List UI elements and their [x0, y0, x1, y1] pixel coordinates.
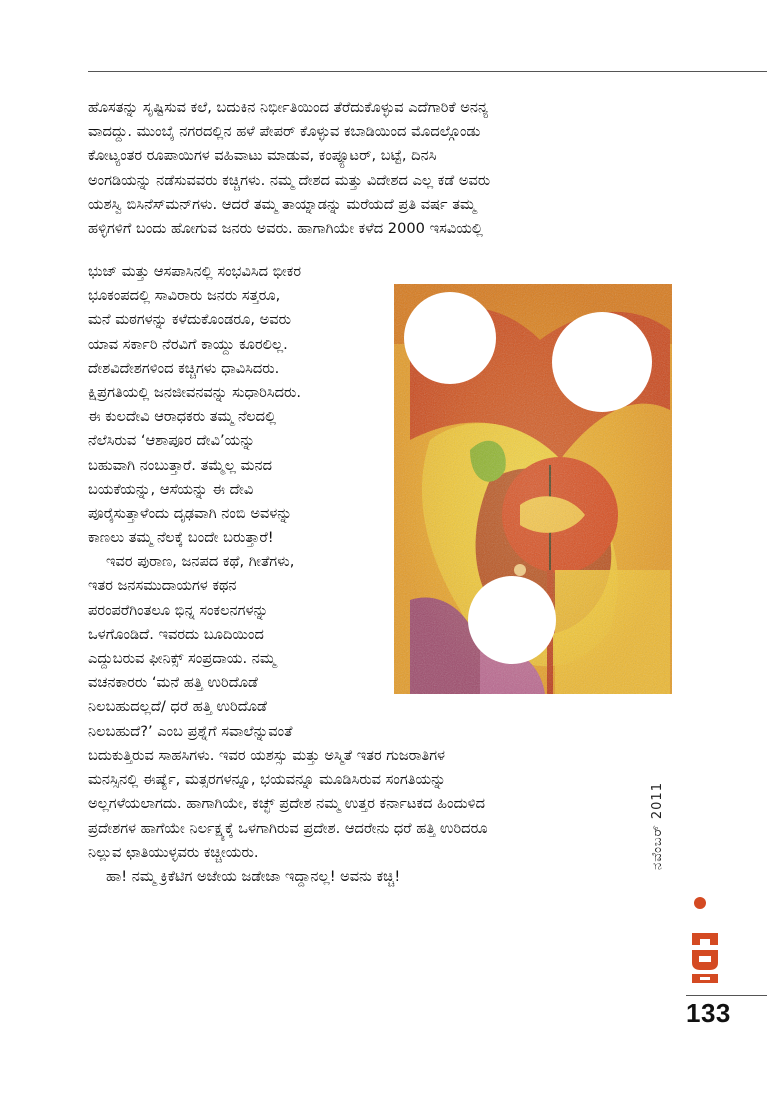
- text-line: ಅಲ್ಲಗಳೆಯಲಾಗದು. ಹಾಗಾಗಿಯೇ, ಕಚ್ಛ್ ಪ್ರದೇಶ ನಮ್ಮ ಉತ್ತರ ಕರ್ನಾಟಕದ ಹಿಂದುಳಿದ: [88, 795, 486, 813]
- text-line: ಪ್ರದೇಶಗಳ ಹಾಗೆಯೇ ನಿರ್ಲಕ್ಷ್ಯಕ್ಕೆ ಒಳಗಾಗಿರುವ ಪ್ರದೇಶ. ಆದರೇನು ಧರೆ ಹತ್ತಿ ಉರಿದರೂ: [88, 819, 488, 837]
- text-line: ನಿಲಬಹುದೆ?’ ಎಂಬ ಪ್ರಶ್ನೆಗೆ ಸವಾಲೆನ್ನುವಂತೆ: [88, 722, 293, 740]
- text-line: ಕೋಟ್ಯಂತರ ರೂಪಾಯಿಗಳ ವಹಿವಾಟು ಮಾಡುವ, ಕಂಪ್ಯೂಟರ್, ಬಟ್ಟೆ, ದಿನಸಿ: [88, 147, 437, 165]
- text-line: ಬದುಕುತ್ತಿರುವ ಸಾಹಸಿಗಳು. ಇವರ ಯಶಸ್ಸು ಮತ್ತು ಅಸ್ಮಿತೆ ಇತರ ಗುಜರಾತಿಗಳ: [88, 747, 446, 764]
- text-line: ಯಶಸ್ವಿ ಬಿಸಿನೆಸ್‌ಮನ್‌ಗಳು. ಆದರೆ ತಮ್ಮ ತಾಯ್ನಾಡನ್ನು ಮರೆಯದೆ ಪ್ರತಿ ವರ್ಷ ತಮ್ಮ: [88, 195, 476, 213]
- text-line: ಬಯಕೆಯನ್ನು, ಆಸೆಯನ್ನು ಈ ದೇವಿ: [88, 480, 254, 498]
- text-line: ಪೂರೈಸುತ್ತಾಳೆಂದು ದೃಢವಾಗಿ ನಂಬಿ ಅವಳನ್ನು: [88, 504, 292, 522]
- mayura-logo-icon: [688, 930, 722, 986]
- text-line: ನಿಲಬಹುದಲ್ಲದೆ/ ಧರೆ ಹತ್ತಿ ಉರಿದೊಡೆ: [88, 698, 267, 716]
- text-line: ಮನಸ್ಸಿನಲ್ಲಿ ಈರ್ಷ್ಯೆ, ಮತ್ಸರಗಳನ್ನೂ, ಭಯವನ್ನೂ ಮೂಡಿಸಿರುವ ಸಂಗತಿಯನ್ನು: [88, 771, 446, 789]
- paragraph-top: [88, 96, 633, 241]
- text-line: ಕಾಣಲು ತಮ್ಮ ನೆಲಕ್ಕೆ ಬಂದೇ ಬರುತ್ತಾರೆ!: [88, 529, 274, 547]
- abstract-painting-illustration: [370, 270, 680, 720]
- text-line: ವಚನಕಾರರು ‘ಮನೆ ಹತ್ತಿ ಉರಿದೊಡೆ: [88, 674, 258, 692]
- text-line: ನಿಲ್ಲುವ ಛಾತಿಯುಳ್ಳವರು ಕಚ್ಚೀಯರು.: [88, 843, 259, 861]
- text-line: ಯಾವ ಸರ್ಕಾರಿ ನೆರವಿಗೆ ಕಾಯ್ದು ಕೂರಲಿಲ್ಲ.: [88, 335, 288, 353]
- top-rule: [88, 71, 767, 72]
- text-line: ದೇಶವಿದೇಶಗಳಿಂದ ಕಚ್ಚಿಗಳು ಧಾವಿಸಿದರು.: [88, 359, 280, 377]
- accent-dot: [694, 897, 706, 909]
- text-line: ಹಾ! ನಮ್ಮ ಕ್ರಿಕೆಟಿಗ ಅಜೇಯ ಜಡೇಜಾ ಇದ್ದಾನಲ್ಲ! ಅವನು ಕಚ್ಚಿ!: [106, 867, 401, 885]
- text-line: ಇತರ ಜನಸಮುದಾಯಗಳ ಕಥನ: [88, 577, 237, 595]
- text-line: ಇವರ ಪುರಾಣ, ಜನಪದ ಕಥೆ, ಗೀತೆಗಳು,: [106, 553, 295, 571]
- text-line: ಬಹುವಾಗಿ ನಂಬುತ್ತಾರೆ. ತಮ್ಮೆಲ್ಲ ಮನದ: [88, 456, 273, 474]
- text-line: ಕ್ಷಿಪ್ರಗತಿಯಲ್ಲಿ ಜನಜೀವನವನ್ನು ಸುಧಾರಿಸಿದರು.: [88, 383, 302, 401]
- text-line: ವಾದದ್ದು. ಮುಂಬೈ ನಗರದಲ್ಲಿನ ಹಳೆ ಪೇಪರ್ ಕೊಳ್ಳುವ ಕಬಾಡಿಯಿಂದ ಮೊದಲ್ಗೊಂಡು: [88, 123, 481, 141]
- text-line: ಅಂಗಡಿಯನ್ನು ನಡೆಸುವವರು ಕಚ್ಚಿಗಳು. ನಮ್ಮ ದೇಶದ ಮತ್ತು ವಿದೇಶದ ಎಲ್ಲ ಕಡೆ ಅವರು: [88, 171, 491, 189]
- text-line: ಒಳಗೊಂಡಿದೆ. ಇವರದು ಬೂದಿಯಿಂದ: [88, 625, 264, 643]
- paragraph-side: [88, 260, 368, 744]
- text-line: ಭುಜ್ ಮತ್ತು ಆಸಪಾಸಿನಲ್ಲಿ ಸಂಭವಿಸಿದ ಭೀಕರ: [88, 263, 302, 280]
- bottom-rule: [686, 995, 767, 996]
- text-line: ಮನೆ ಮಠಗಳನ್ನು ಕಳೆದುಕೊಂಡರೂ, ಅವರು: [88, 311, 292, 329]
- text-line: ಎದ್ದುಬರುವ ಫೀನಿಕ್ಸ್ ಸಂಪ್ರದಾಯ. ನಮ್ಮ: [88, 650, 276, 667]
- text-line: ಹಳ್ಳಿಗಳಿಗೆ ಬಂದು ಹೋಗುವ ಜನರು ಅವರು. ಹಾಗಾಗಿಯೇ ಕಳೆದ 2000 ಇಸವಿಯಲ್ಲಿ: [88, 219, 483, 237]
- paragraph-bottom: [88, 744, 633, 889]
- abstract-painting-icon: [370, 270, 680, 720]
- issue-date: ನವೆಂಬರ್ 2011: [650, 782, 665, 870]
- text-line: ಈ ಕುಲದೇವಿ ಆರಾಧಕರು ತಮ್ಮ ನೆಲದಲ್ಲಿ: [88, 408, 277, 426]
- text-line: ನೆಲೆಸಿರುವ ‘ಆಶಾಪೂರ ದೇವಿ’ಯನ್ನು: [88, 432, 255, 450]
- text-line: ಭೂಕಂಪದಲ್ಲಿ ಸಾವಿರಾರು ಜನರು ಸತ್ತರೂ,: [88, 287, 281, 305]
- page-number: 133: [686, 998, 731, 1028]
- text-line: ಹೊಸತನ್ನು ಸೃಷ್ಟಿಸುವ ಕಲೆ, ಬದುಕಿನ ನಿರ್ಭೀತಿಯಿಂದ ತೆರೆದುಕೊಳ್ಳುವ ಎದೆಗಾರಿಕೆ ಅನನ್ಯ: [88, 99, 489, 116]
- text-line: ಪರಂಪರೆಗಿಂತಲೂ ಭಿನ್ನ ಸಂಕಲನಗಳನ್ನು: [88, 601, 269, 619]
